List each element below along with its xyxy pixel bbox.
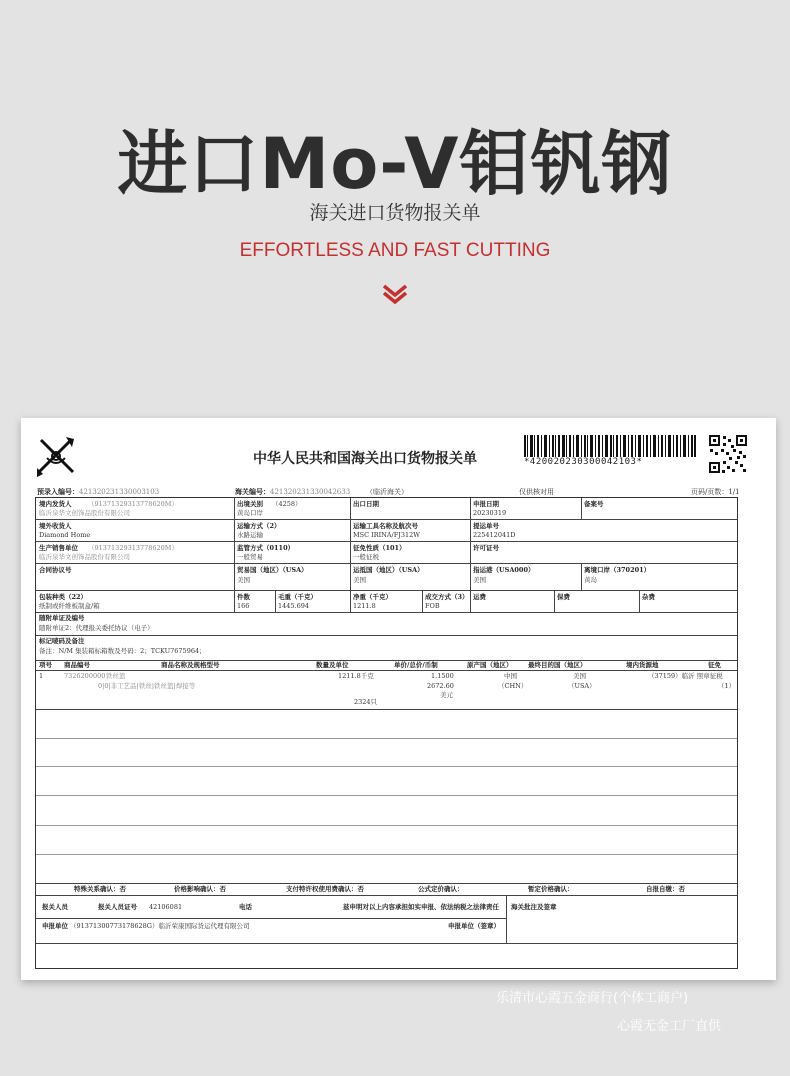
transport-mode-label: 运输方式（2） [237, 522, 281, 530]
trade-country-label: 贸易国（地区）（USA） [237, 566, 308, 574]
export-date-label: 出口日期 [353, 500, 379, 508]
trade-country: 美国 [237, 576, 250, 584]
goods-qty-count: 2324只 [354, 698, 378, 706]
transport-mode: 水路运输 [237, 531, 263, 539]
consignee-label: 境外收货人 [39, 522, 72, 530]
goods-col-tax: 征免 [708, 661, 721, 669]
goods-origin-code: （CHN） [498, 682, 528, 690]
hero-english-tagline: EFFORTLESS AND FAST CUTTING [239, 240, 551, 261]
price-impact-confirm: 价格影响确认：否 [174, 885, 226, 893]
customs-no-label: 海关编号： [235, 487, 270, 496]
dest-port: 美国 [473, 576, 486, 584]
misc-label: 杂费 [642, 593, 655, 601]
consignor-name: 临沂泉华文创饰品股份有限公司 [39, 509, 130, 517]
goods-col-code: 商品编号 [64, 661, 90, 669]
gross-weight-label: 毛重（千克） [278, 593, 317, 601]
goods-col-dest: 最终目的国（地区） [528, 661, 587, 669]
goods-col-qty: 数量及单位 [316, 661, 349, 669]
goods-code: 7326200000 [64, 672, 106, 680]
declare-unit-label: 申报单位 [42, 922, 68, 930]
consignor-label: 境内发货人 [39, 500, 72, 508]
declare-date: 20230319 [473, 509, 507, 517]
special-relation-confirm: 特殊关系确认：否 [74, 885, 126, 893]
barcode [524, 435, 696, 457]
customs-declaration-document [21, 418, 776, 980]
freight-label: 运费 [473, 593, 486, 601]
goods-currency: 美元 [440, 691, 453, 699]
bill-no-label: 提运单号 [473, 522, 499, 530]
goods-spec: 0|0|非工艺品|铁丝|铁丝篮|焊接等 [98, 682, 196, 690]
factory-direct-watermark: 心霞无金工厂直供 [617, 1019, 722, 1034]
bill-no: 225412041D [473, 531, 516, 539]
formula-price-confirm: 公式定价确认： [418, 885, 464, 893]
goods-col-name: 商品名称及规格型号 [161, 661, 220, 669]
contract-label: 合同协议号 [39, 566, 72, 574]
dest-country: 美国 [353, 576, 366, 584]
goods-dest-code: （USA） [568, 682, 596, 690]
declare-unit-seal: 申报单位（签章） [448, 922, 500, 930]
qr-code-icon [709, 435, 747, 473]
customs-number: 421320231330042633 [270, 488, 351, 496]
shop-name-watermark: 乐清市心霞五金商行(个体工商户) [496, 991, 689, 1006]
declarer-label: 报关人员 [42, 903, 68, 911]
docs-label: 随附单证及编号 [39, 614, 85, 622]
producer-code: （91371329313778620M） [88, 544, 178, 552]
hero-title: 进口Mo-V钼钒钢 [117, 123, 673, 205]
vessel-label: 运输工具名称及航次号 [353, 522, 418, 530]
consignor-code: （91371329313778620M） [88, 500, 178, 508]
goods-source: （37159）临沂 照章征税 [648, 672, 723, 680]
verify-note: 仅供核对用 [519, 488, 554, 496]
tax-label: 征免性质（101） [353, 544, 406, 552]
marks-label: 标记唛码及备注 [39, 637, 85, 645]
producer-name: 临沂泉华文创饰品股份有限公司 [39, 553, 130, 561]
self-declare-confirm: 自报自缴：否 [646, 885, 685, 893]
net-weight-label: 净重（千克） [353, 593, 392, 601]
leave-port-label: 离境口岸（370201） [584, 566, 651, 574]
customs-emblem-icon [33, 434, 79, 480]
vessel: MSC IRINA/FJ312W [353, 531, 420, 539]
document-title: 中华人民共和国海关出口货物报关单 [253, 451, 477, 467]
gross-weight: 1445.694 [278, 602, 310, 610]
hero-subtitle: 海关进口货物报关单 [309, 202, 481, 224]
goods-unit-price: 1.1500 [431, 672, 454, 680]
producer-label: 生产销售单位 [39, 544, 78, 552]
preentry-number: 421320231330003103 [79, 488, 160, 496]
record-no-label: 备案号 [584, 500, 604, 508]
goods-total-price: 2672.60 [427, 682, 454, 690]
goods-source-seq: （1） [718, 682, 736, 690]
declare-date-label: 申报日期 [473, 500, 499, 508]
legal-statement: 兹申明对以上内容承担如实申报、依法纳税之法律责任 [343, 903, 499, 911]
preentry-label: 预录入编号： [37, 487, 79, 496]
goods-col-origin: 原产国（地区） [467, 661, 513, 669]
double-chevron-down-icon [381, 284, 409, 304]
dest-country-label: 运抵国（地区）（USA） [353, 566, 424, 574]
goods-qty-weight: 1211.8千克 [338, 672, 374, 680]
tax: 一般征税 [353, 553, 379, 561]
goods-col-source: 境内货源地 [626, 661, 659, 669]
supervision: 一般贸易 [237, 553, 263, 561]
leave-port: 黄岛 [584, 576, 597, 584]
docs: 随附单证2：代理报关委托协议（电子） [39, 624, 154, 632]
net-weight: 1211.8 [353, 602, 376, 610]
goods-item-no: 1 [39, 672, 44, 680]
pieces: 166 [237, 602, 250, 610]
exit-port: 黄岛口岸 [237, 509, 263, 517]
exit-port-label: 出境关别 [237, 500, 263, 508]
deal: FOB [425, 602, 440, 610]
tentative-price-confirm: 暂定价格确认： [528, 885, 574, 893]
supervision-label: 监管方式（0110） [237, 544, 295, 552]
dest-port-label: 指运港（USA000） [473, 566, 535, 574]
phone-label: 电话 [239, 903, 252, 911]
customs-office: （临沂海关） [366, 488, 408, 496]
goods-name: 铁丝篮 [106, 672, 126, 680]
declarer-cert-number: 42106081 [149, 903, 183, 911]
page-count: 页码/页数：1/1 [691, 488, 740, 496]
goods-col-item: 项号 [39, 661, 52, 669]
pack-label: 包装种类（22） [39, 593, 88, 601]
goods-dest: 美国 [573, 672, 586, 680]
barcode-number: *420020230300042103* [524, 457, 643, 467]
license-label: 许可证号 [473, 544, 499, 552]
customs-approval-label: 海关批注及签章 [511, 903, 557, 911]
exit-port-code: （4258） [272, 500, 302, 508]
pieces-label: 件数 [237, 593, 250, 601]
goods-col-price: 单价/总价/币制 [394, 661, 438, 669]
pack: 纸制或纤维板制盒/箱 [39, 602, 100, 610]
insurance-label: 保费 [557, 593, 570, 601]
deal-label: 成交方式（3） [425, 593, 469, 601]
declarer-cert-label: 报关人员证号 [98, 903, 137, 911]
goods-origin: 中国 [504, 672, 517, 680]
declaration-table [35, 497, 738, 969]
consignee: Diamond Home [39, 531, 91, 539]
royalty-confirm: 支付特许权使用费确认：否 [286, 885, 364, 893]
declare-unit: （91371300773178628G）临沂荣康国际货运代理有限公司 [70, 922, 250, 930]
marks: 备注：N/M 集装箱标箱数及号码：2；TCKU7675964； [39, 647, 206, 655]
